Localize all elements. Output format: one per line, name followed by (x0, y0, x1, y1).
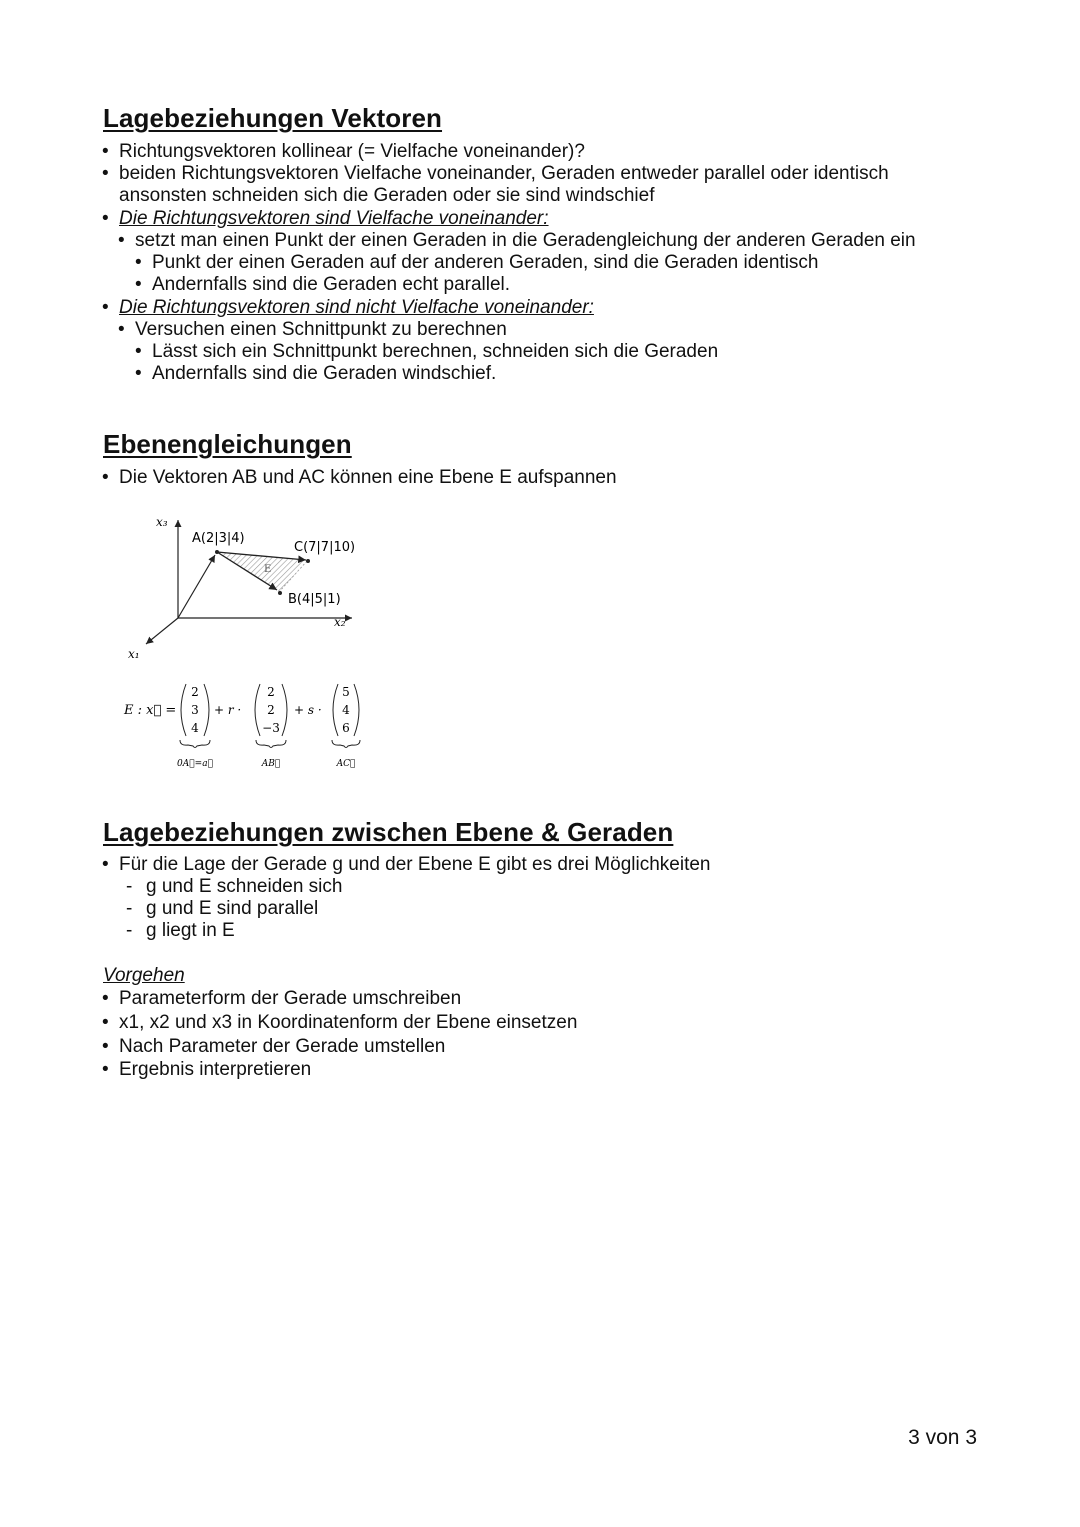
sub-sub-bullet-line: • Lässt sich ein Schnittpunkt berechnen, schneiden sich die Geraden (152, 341, 718, 363)
point-C-label: C(7|7|10) (294, 540, 356, 555)
vector3-entry: 4 (342, 703, 350, 717)
point-B-label: B(4|5|1) (288, 592, 341, 607)
plane-E-label: E (264, 564, 272, 575)
underbrace-1 (180, 740, 210, 748)
section-title-ebenengleichungen: Ebenengleichungen (103, 429, 352, 459)
vector2-entry: −3 (262, 721, 280, 735)
underbrace-3 (332, 740, 360, 748)
vector1-entry: 3 (191, 703, 199, 717)
underbrace-2 (256, 740, 286, 748)
bullet-line-subheading (119, 297, 594, 319)
point-A-label: A(2|3|4) (192, 531, 245, 546)
equation-lhs: E : x⃗ = (124, 703, 177, 718)
vector2-entry: 2 (267, 703, 275, 717)
sub-bullet-line: • setzt man einen Punkt der einen Geraden in die Geradengleichung der anderen Geraden ein (135, 230, 916, 252)
axis-x1-label: x₁ (128, 647, 140, 661)
procedure-title: Vorgehen (103, 965, 185, 986)
operator-s: + s · (294, 703, 322, 717)
plane-triangle (217, 552, 307, 592)
vector2-right-paren (282, 684, 287, 736)
vector1-entry: 2 (191, 685, 199, 699)
subheading-vielfache: Die Richtungsvektoren sind Vielfache voneinander: (119, 208, 549, 229)
axis-x2-label: x₂ (334, 615, 346, 629)
vector3-entry: 6 (342, 721, 350, 735)
section-title-ebene-geraden: Lagebeziehungen zwischen Ebene & Geraden (103, 817, 674, 847)
vector3-entry: 5 (342, 685, 350, 699)
operator-r: + r · (214, 703, 242, 717)
bullet-line: • beiden Richtungsvektoren Vielfache voneinander, Geraden entweder parallel oder identisch (119, 163, 889, 185)
procedure-step: • x1, x2 und x3 in Koordinatenform der Ebene einsetzen (119, 1012, 577, 1034)
option-line: - g liegt in E (146, 920, 235, 942)
option-line: - g und E sind parallel (146, 898, 318, 920)
vector3-left-paren (333, 684, 338, 736)
option-line: - g und E schneiden sich (146, 876, 342, 898)
sub-sub-bullet-line: • Andernfalls sind die Geraden windschief. (152, 363, 496, 385)
sub-sub-bullet-line: • Punkt der einen Geraden auf der anderen Geraden, sind die Geraden identisch (152, 252, 819, 274)
sub-sub-bullet-line: • Andernfalls sind die Geraden echt parallel. (152, 274, 510, 296)
vector1-right-paren (204, 684, 209, 736)
vector1-left-paren (181, 684, 186, 736)
sub-bullet-line: • Versuchen einen Schnittpunkt zu berechnen (135, 319, 507, 341)
procedure-step: • Parameterform der Gerade umschreiben (119, 988, 461, 1010)
underbrace-label-3: AC⃗ (336, 759, 356, 769)
section-title-lagebeziehungen-vektoren: Lagebeziehungen Vektoren (103, 103, 443, 133)
axis-x1-line (146, 618, 178, 644)
bullet-line: • Die Vektoren AB und AC können eine Ebene E aufspannen (119, 467, 617, 489)
vector-0A (178, 555, 215, 618)
underbrace-label-2: AB⃗ (261, 759, 281, 769)
bullet-line: • Richtungsvektoren kollinear (= Vielfache voneinander)? (119, 141, 585, 163)
vector3-right-paren (354, 684, 359, 736)
procedure-step: • Ergebnis interpretieren (119, 1059, 311, 1081)
procedure-step: • Nach Parameter der Gerade umstellen (119, 1036, 445, 1058)
underbrace-label-1: 0A⃗=a⃗ (177, 759, 213, 769)
bullet-line: • Für die Lage der Gerade g und der Ebene E gibt es drei Möglichkeiten (119, 854, 710, 876)
bullet-line-subheading (119, 208, 549, 230)
page-number: 3 von 3 (908, 1426, 977, 1449)
vector1-entry: 4 (191, 721, 199, 735)
vector2-left-paren (255, 684, 260, 736)
plane-diagram (112, 508, 382, 773)
continuation-line: ansonsten schneiden sich die Geraden oder sie sind windschief (119, 185, 655, 206)
axis-x3-label: x₃ (156, 515, 168, 529)
vector2-entry: 2 (267, 685, 275, 699)
subheading-nicht-vielfache: Die Richtungsvektoren sind nicht Vielfache voneinander: (119, 297, 594, 318)
